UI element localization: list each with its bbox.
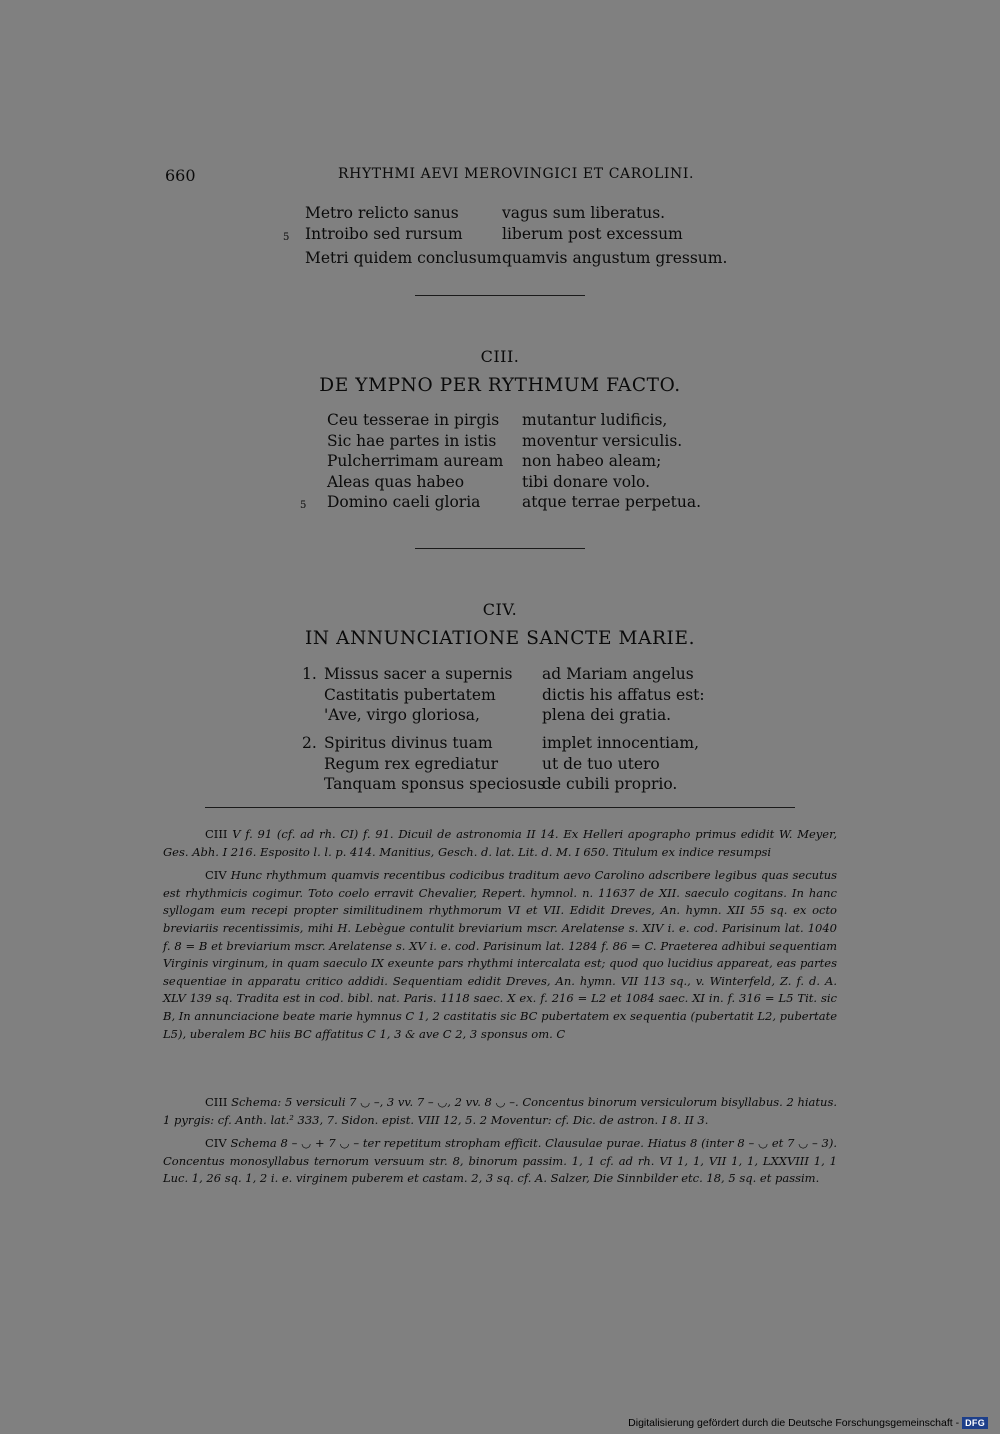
- credit-text: Digitalisierung gefördert durch die Deutsche Forschungsgemeinschaft -: [628, 1417, 960, 1429]
- commentary-note: CIV Schema 8 – ◡ + 7 ◡ – ter repetitum stropham efficit. Clausulae purae. Hiatus 8 (inter 8 – ◡ et 7 ◡ – 3). Concentus monosyllabus ternorum versuum str. 8, binorum passim. 1, 1 cf. ad rh. VI 1, 1, VII 1, 1, LXXVIII 1, 1 Luc. 1, 26 sq. 1, 2 i. e. virginem puberem et castam. 2, 3 sq. cf. A. Salzer, Die Sinnbilder etc. 18, 5 sq. et passim.: [163, 1136, 837, 1186]
- poem-number: CIII.: [480, 347, 520, 366]
- verse-line: Metro relicto sanus vagus sum liberatus.: [305, 204, 666, 222]
- verse-line: 2. Spiritus divinus tuam implet innocentiam,: [302, 734, 700, 752]
- verse-line: Castitatis pubertatem dictis his affatus est:: [324, 685, 705, 704]
- apparatus-note: CIV Hunc rhythmum quamvis recentibus codicibus traditum aevo Carolino adscribere legibus quas secutus est rhythmicis cogimur. Toto coelo erravit Chevalier, Repert. hymnol. n. 11637 de XII. saeculo cogitans. In hanc syllogam eum recepi propter similitudinem rhythmorum VI et VII. Edidit Dreves, An. hymn. XII 55 sq. ex octo breviariis recentissimis, mihi H. Lebègue contulit breviarium mscr. Arelatense s. XIV i. e. cod. Parisinum lat. 1040 f. 8 = B et breviarium mscr. Arelatense s. XV i. e. cod. Parisinum lat. 1284 f. 86 = C. Praeterea adhibui sequentiam Virginis virginum, in quam saeculo IX exeunte pars rhythmi intercalata est; quod quo lucidius appareat, eas partes sequentiae in apparatu critico addidi. Sequentiam edidit Dreves, An. hymn. VII 113 sq., v. Winterfeld, Z. f. d. A. XLV 139 sq. Tradita est in cod. bibl. nat. Paris. 1118 saec. X ex. f. 216 = L2 et 1084 saec. XI in. f. 316 = L5 Tit. sic B, In annunciacione beate marie hymnus C 1, 2 castitatis sic BC pubertatem ex sequentia (pubertatit L2, pubertate L5), uberalem BC hiis BC affatitus C 1, 3 & ave C 2, 3 sponsus om. C: [163, 868, 838, 1041]
- commentary: [163, 1094, 837, 1194]
- poem-civ-stanza-2: [302, 733, 699, 795]
- apparatus-divider: [205, 807, 795, 808]
- digitization-credit: [628, 1417, 988, 1429]
- verse-line: Sic hae partes in istis moventur versiculis.: [327, 431, 683, 450]
- poem-title: IN ANNUNCIATIONE SANCTE MARIE.: [304, 628, 696, 649]
- section-divider: [415, 295, 585, 296]
- verse-line: Pulcherrimam auream non habeo aleam;: [327, 452, 662, 471]
- poem-ciii-verses: [300, 410, 701, 517]
- section-divider: [415, 548, 585, 549]
- apparatus-note: CIII V f. 91 (cf. ad rh. CI) f. 91. Dicuil de astronomia II 14. Ex Helleri apographo primus edidit W. Meyer, Ges. Abh. I 216. Esposito l. l. p. 414. Manitius, Gesch. d. lat. Lit. d. M. I 650. Titulum ex indice resumpsi: [163, 827, 837, 859]
- verse-line: Aleas quas habeo tibi donare volo.: [327, 472, 651, 491]
- verse-line: Tanquam sponsus speciosus de cubili proprio.: [324, 775, 678, 794]
- verse-line: 'Ave, virgo gloriosa, plena dei gratia.: [324, 706, 672, 725]
- commentary-note: CIII Schema: 5 versiculi 7 ◡ –, 3 vv. 7 – ◡, 2 vv. 8 ◡ –. Concentus binorum versiculorum bisyllabus. 2 hiatus. 1 pyrgis: cf. Anth. lat.² 333, 7. Sidon. epist. VIII 12, 5. 2 Moventur: cf. Dic. de astron. I 8. II 3.: [163, 1095, 837, 1127]
- verse-line: 5 Introibo sed rursum liberum post excessum: [283, 224, 683, 243]
- poem-number: CIV.: [482, 600, 518, 619]
- critical-apparatus: [163, 826, 837, 1049]
- prev-poem: [283, 203, 727, 269]
- page-number: 660: [165, 166, 196, 185]
- verse-line: Ceu tesserae in pirgis mutantur ludificis,: [327, 411, 668, 429]
- verse-line: Metri quidem conclusum quamvis angustum gressum.: [305, 249, 728, 268]
- running-title: RHYTHMI AEVI MEROVINGICI ET CAROLINI.: [338, 166, 695, 182]
- dfg-logo: DFG: [962, 1417, 988, 1429]
- verse-line: 5 Domino caeli gloria atque terrae perpetua.: [300, 493, 702, 512]
- verse-line: 1. Missus sacer a supernis ad Mariam angelus: [302, 665, 694, 683]
- verse-line: Regum rex egrediatur ut de tuo utero: [324, 754, 660, 773]
- poem-title: DE YMPNO PER RYTHMUM FACTO.: [319, 375, 681, 396]
- poem-civ-stanza-1: [302, 664, 705, 726]
